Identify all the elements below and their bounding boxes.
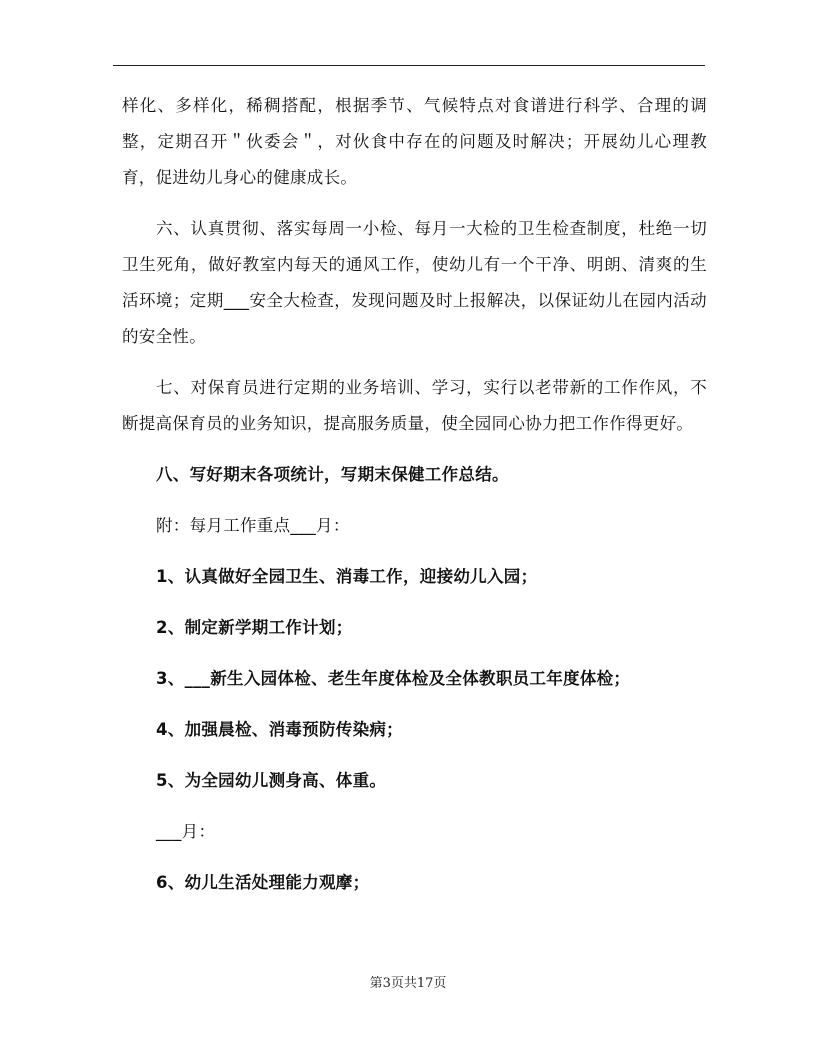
list-item-1: 1、认真做好全园卫生、消毒工作，迎接幼儿入园； [156, 567, 538, 586]
paragraph-item-6: 六、认真贯彻、落实每周一小检、每月一大检的卫生检查制度，杜绝一切卫生死角，做好教室内每天的通风工作，使幼儿有一个干净、明朗、清爽的生活环境；定期___安全大检查，发现问题及时上报解决，以保证幼儿在园内活动的安全性。 [122, 219, 707, 346]
document-body [122, 88, 707, 901]
paragraph-diet: 样化、多样化，稀稠搭配，根据季节、气候特点对食谱进行科学、合理的调整，定期召开＂伙委会＂，对伙食中存在的问题及时解决；开展幼儿心理教育，促进幼儿身心的健康成长。 [122, 96, 707, 187]
header-rule [113, 65, 705, 66]
paragraph-item-8: 八、写好期末各项统计，写期末保健工作总结。 [156, 465, 509, 484]
list-item-6: 6、幼儿生活处理能力观摩； [156, 873, 370, 892]
paragraph-appendix: 附：每月工作重点___月： [156, 516, 350, 535]
list-item-4: 4、加强晨检、消毒预防传染病； [156, 720, 403, 739]
list-item-2: 2、制定新学期工作计划； [156, 618, 353, 637]
month-heading: ___月： [156, 822, 216, 841]
paragraph-item-7: 七、对保育员进行定期的业务培训、学习，实行以老带新的工作作风，不断提高保育员的业务知识，提高服务质量，使全园同心协力把工作作得更好。 [122, 378, 707, 433]
page-number: 第3页共17页 [369, 976, 447, 991]
list-item-3: 3、___新生入园体检、老生年度体检及全体教职员工年度体检； [156, 669, 631, 688]
list-item-5: 5、为全园幼儿测身高、体重。 [156, 771, 387, 790]
